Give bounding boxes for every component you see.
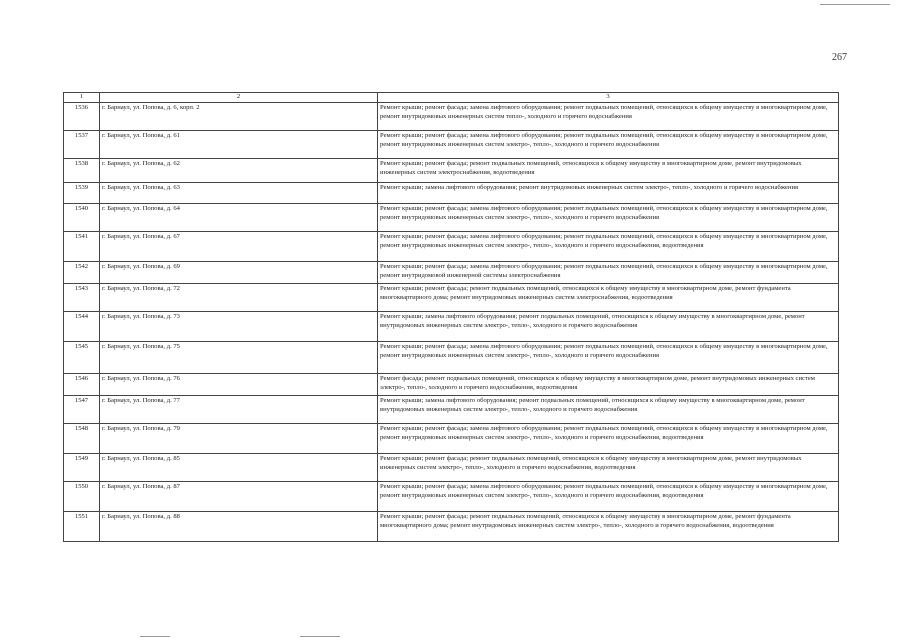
row-works: Ремонт крыши; ремонт фасада; замена лифтового оборудования; ремонт подвальных помещений, относящихся к общему имуществу в многоквартирном доме, ремонт внутридомовых инженерных систем электро-, тепло-, холодного и горячего водоснабжения, водоотведения	[378, 424, 839, 454]
row-works: Ремонт крыши; ремонт фасада; замена лифтового оборудования; ремонт подвальных помещений, относящихся к общему имуществу в многоквартирном доме, ремонт внутридомовых инженерных систем электро-, тепло-, холодного и горячего водоснабжения, водоотведения	[378, 482, 839, 512]
row-works: Ремонт крыши; замена лифтового оборудования; ремонт подвальных помещений, относящихся к общему имуществу в многоквартирном доме, ремонт внутридомовых инженерных систем электро-, тепло-, холодного и горячего водоснабжения	[378, 396, 839, 424]
row-address: г. Барнаул, ул. Попова, д. 77	[100, 396, 378, 424]
row-number: 1546	[64, 374, 100, 396]
row-number: 1548	[64, 424, 100, 454]
table-row	[64, 312, 839, 342]
row-works: Ремонт крыши; ремонт фасада; замена лифтового оборудования; ремонт подвальных помещений, относящихся к общему имуществу в многоквартирном доме, ремонт внутридомовой инженерной системы электроснабжения	[378, 262, 839, 284]
scan-artifact-bottom-mid	[300, 636, 340, 637]
row-works: Ремонт крыши; ремонт фасада; замена лифтового оборудования; ремонт подвальных помещений, относящихся к общему имуществу в многоквартирном доме, ремонт внутридомовых инженерных систем электро-, тепло-, холодного и горячего водоснабжения	[378, 131, 839, 159]
table-header-row	[64, 93, 839, 103]
column-header-number: 1	[64, 93, 100, 103]
row-works: Ремонт крыши; ремонт фасада; замена лифтового оборудования; ремонт подвальных помещений, относящихся к общему имуществу в многоквартирном доме, ремонт внутридомовых инженерных систем электро-, тепло-, холодного и горячего водоснабжения, водоотведения	[378, 232, 839, 262]
table-row	[64, 204, 839, 232]
table-row	[64, 454, 839, 482]
table-row	[64, 183, 839, 204]
table-row	[64, 512, 839, 542]
row-number: 1541	[64, 232, 100, 262]
row-number: 1547	[64, 396, 100, 424]
row-number: 1537	[64, 131, 100, 159]
row-address: г. Барнаул, ул. Попова, д. 69	[100, 262, 378, 284]
table-row	[64, 103, 839, 131]
table-row	[64, 396, 839, 424]
row-works: Ремонт крыши; замена лифтового оборудования; ремонт подвальных помещений, относящихся к общему имуществу в многоквартирном доме, ремонт внутридомовых инженерных систем электро-, тепло-, холодного и горячего водоснабжения	[378, 312, 839, 342]
row-number: 1542	[64, 262, 100, 284]
row-works: Ремонт крыши; замена лифтового оборудования; ремонт внутридомовых инженерных систем электро-, тепло-, холодного и горячего водоснабжения	[378, 183, 839, 204]
row-works: Ремонт крыши; ремонт фасада; замена лифтового оборудования; ремонт подвальных помещений, относящихся к общему имуществу в многоквартирном доме, ремонт внутридомовых инженерных систем тепло-, холодного и горячего водоснабжения	[378, 103, 839, 131]
row-works: Ремонт крыши; ремонт фасада; замена лифтового оборудования; ремонт подвальных помещений, относящихся к общему имуществу в многоквартирном доме, ремонт внутридомовых инженерных систем электро-, тепло-, холодного и горячего водоснабжения	[378, 204, 839, 232]
row-address: г. Барнаул, ул. Попова, д. 85	[100, 454, 378, 482]
column-header-address: 2	[100, 93, 378, 103]
row-address: г. Барнаул, ул. Попова, д. 61	[100, 131, 378, 159]
table-row	[64, 131, 839, 159]
row-number: 1551	[64, 512, 100, 542]
row-address: г. Барнаул, ул. Попова, д. 73	[100, 312, 378, 342]
row-works: Ремонт фасада; ремонт подвальных помещений, относящихся к общему имуществу в многоквартирном доме, ремонт внутридомовых инженерных систем электро-, тепло-, холодного и горячего водоснабжения, водоотведения	[378, 374, 839, 396]
row-works: Ремонт крыши; ремонт фасада; замена лифтового оборудования; ремонт подвальных помещений, относящихся к общему имуществу в многоквартирном доме, ремонт внутридомовых инженерных систем электро-, тепло-, холодного и горячего водоснабжения	[378, 342, 839, 374]
row-address: г. Барнаул, ул. Попова, д. 75	[100, 342, 378, 374]
row-number: 1540	[64, 204, 100, 232]
table-row	[64, 284, 839, 312]
table-body	[64, 103, 839, 542]
row-address: г. Барнаул, ул. Попова, д. 79	[100, 424, 378, 454]
row-works: Ремонт крыши; ремонт фасада; ремонт подвальных помещений, относящихся к общему имуществу в многоквартирном доме, ремонт фундамента многоквартирного дома; ремонт внутридомовых инженерных систем электроснабжения, водоотведения	[378, 284, 839, 312]
row-number: 1549	[64, 454, 100, 482]
row-address: г. Барнаул, ул. Попова, д. 6, корп. 2	[100, 103, 378, 131]
row-number: 1545	[64, 342, 100, 374]
table-row	[64, 374, 839, 396]
registry-table	[63, 92, 839, 542]
row-works: Ремонт крыши; ремонт фасада; ремонт подвальных помещений, относящихся к общему имуществу в многоквартирном доме, ремонт внутридомовых инженерных систем электро-, тепло-, холодного и горячего водоснабжения, водоотведения	[378, 454, 839, 482]
row-works: Ремонт крыши; ремонт фасада; ремонт подвальных помещений, относящихся к общему имуществу в многоквартирном доме, ремонт фундамента многоквартирного дома; ремонт внутридомовых инженерных систем электро-, тепло-, холодного и горячего водоснабжения, водоотведения	[378, 512, 839, 542]
row-address: г. Барнаул, ул. Попова, д. 64	[100, 204, 378, 232]
table-row	[64, 424, 839, 454]
row-address: г. Барнаул, ул. Попова, д. 88	[100, 512, 378, 542]
row-number: 1538	[64, 159, 100, 183]
scan-artifact-top	[820, 4, 890, 5]
row-number: 1543	[64, 284, 100, 312]
row-address: г. Барнаул, ул. Попова, д. 62	[100, 159, 378, 183]
table-row	[64, 232, 839, 262]
table-row	[64, 482, 839, 512]
row-address: г. Барнаул, ул. Попова, д. 72	[100, 284, 378, 312]
row-number: 1536	[64, 103, 100, 131]
page-number: 267	[832, 52, 847, 63]
scan-artifact-bottom-left	[140, 636, 170, 637]
row-address: г. Барнаул, ул. Попова, д. 87	[100, 482, 378, 512]
table-row	[64, 262, 839, 284]
row-address: г. Барнаул, ул. Попова, д. 67	[100, 232, 378, 262]
row-works: Ремонт крыши; ремонт фасада; ремонт подвальных помещений, относящихся к общему имуществу в многоквартирном доме, ремонт внутридомовых инженерных систем электроснабжения, водоотведения	[378, 159, 839, 183]
column-header-works: 3	[378, 93, 839, 103]
row-number: 1550	[64, 482, 100, 512]
table-row	[64, 159, 839, 183]
row-number: 1544	[64, 312, 100, 342]
row-address: г. Барнаул, ул. Попова, д. 63	[100, 183, 378, 204]
table-row	[64, 342, 839, 374]
row-address: г. Барнаул, ул. Попова, д. 76	[100, 374, 378, 396]
row-number: 1539	[64, 183, 100, 204]
